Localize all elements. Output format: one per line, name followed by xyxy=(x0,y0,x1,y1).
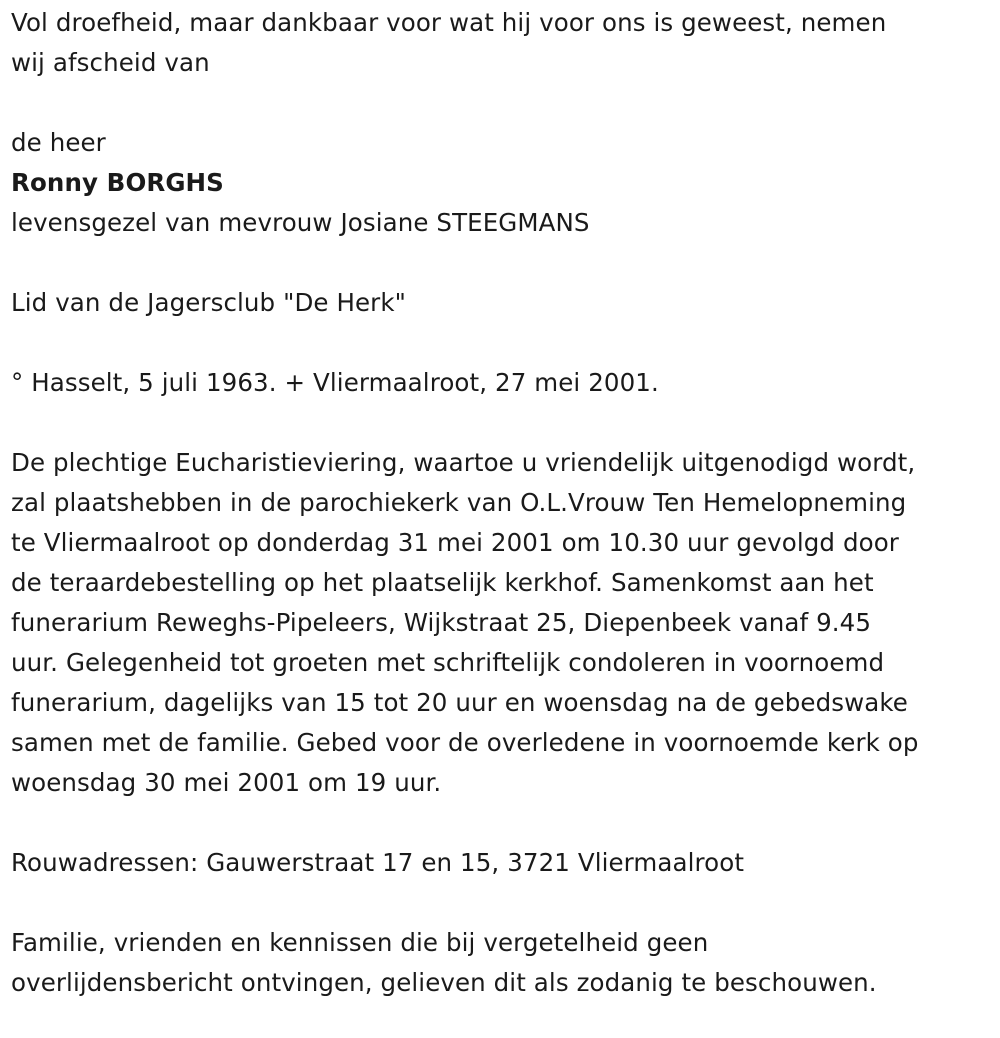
birth-death-text: ° Hasselt, 5 juli 1963. + Vliermaalroot, 27 mei 2001. xyxy=(11,368,659,397)
address xyxy=(11,843,996,883)
spacer xyxy=(11,883,996,923)
birth-death xyxy=(11,363,996,403)
closing-line: overlijdensbericht ontvingen, gelieven dit als zodanig te beschouwen. xyxy=(11,968,877,997)
death-notice xyxy=(11,0,996,1003)
intro-line: wij afscheid van xyxy=(11,48,210,77)
deceased-name xyxy=(11,163,996,203)
salutation-text: de heer xyxy=(11,128,106,157)
membership-text: Lid van de Jagersclub "De Herk" xyxy=(11,288,407,317)
salutation xyxy=(11,123,996,163)
closing-paragraph xyxy=(11,923,996,1003)
ceremony-line: funerarium, dagelijks van 15 tot 20 uur en woensdag na de gebedswake xyxy=(11,688,908,717)
ceremony-line: funerarium Reweghs-Pipeleers, Wijkstraat 25, Diepenbeek vanaf 9.45 xyxy=(11,608,872,637)
ceremony-line: woensdag 30 mei 2001 om 19 uur. xyxy=(11,768,442,797)
membership xyxy=(11,283,996,323)
ceremony-line: te Vliermaalroot op donderdag 31 mei 2001 om 10.30 uur gevolgd door xyxy=(11,528,899,557)
deceased-name-text: Ronny BORGHS xyxy=(11,168,224,197)
ceremony-line: zal plaatshebben in de parochiekerk van O.L.Vrouw Ten Hemelopneming xyxy=(11,488,907,517)
spacer xyxy=(11,323,996,363)
spacer xyxy=(11,403,996,443)
ceremony-line: samen met de familie. Gebed voor de overledene in voornoemde kerk op xyxy=(11,728,919,757)
ceremony-line: De plechtige Eucharistieviering, waartoe u vriendelijk uitgenodigd wordt, xyxy=(11,448,916,477)
relation xyxy=(11,203,996,243)
spacer xyxy=(11,243,996,283)
intro-paragraph xyxy=(11,3,996,83)
relation-text: levensgezel van mevrouw Josiane STEEGMANS xyxy=(11,208,590,237)
ceremony-paragraph xyxy=(11,443,996,803)
closing-line: Familie, vrienden en kennissen die bij vergetelheid geen xyxy=(11,928,709,957)
spacer xyxy=(11,803,996,843)
address-text: Rouwadressen: Gauwerstraat 17 en 15, 3721 Vliermaalroot xyxy=(11,848,745,877)
ceremony-line: uur. Gelegenheid tot groeten met schriftelijk condoleren in voornoemd xyxy=(11,648,885,677)
spacer xyxy=(11,83,996,123)
intro-line: Vol droefheid, maar dankbaar voor wat hij voor ons is geweest, nemen xyxy=(11,8,887,37)
ceremony-line: de teraardebestelling op het plaatselijk kerkhof. Samenkomst aan het xyxy=(11,568,874,597)
